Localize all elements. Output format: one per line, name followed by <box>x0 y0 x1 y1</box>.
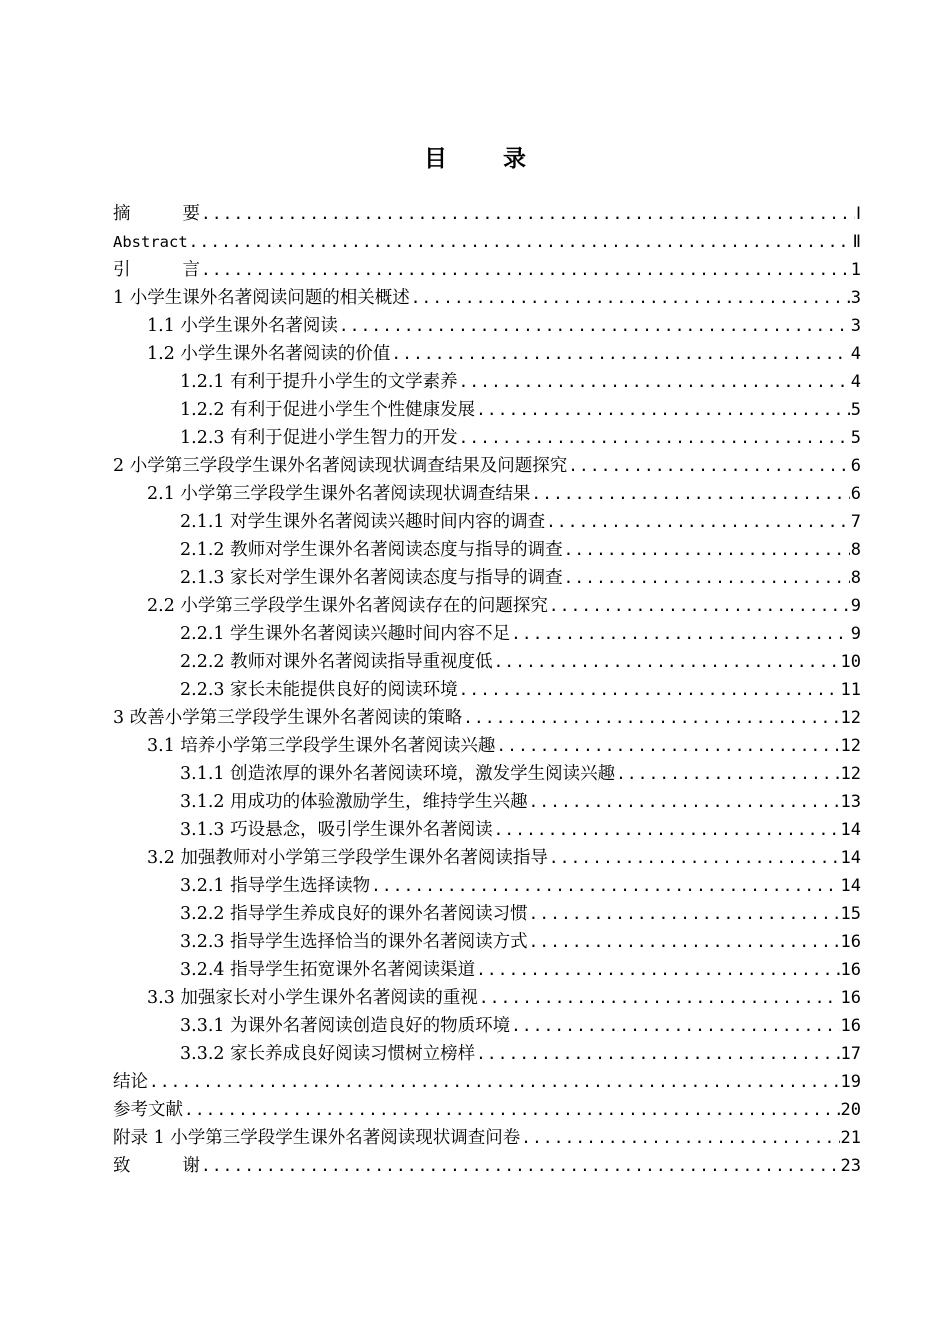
toc-entry-section-2-1[interactable] <box>113 480 861 508</box>
toc-leader-dots <box>616 760 839 788</box>
toc-entry-label: 3.1.1 创造浓厚的课外名著阅读环境，激发学生阅读兴趣 <box>180 764 616 784</box>
toc-entry-label: 附录 1 小学第三学段学生课外名著阅读现状调查问卷 <box>113 1128 521 1148</box>
toc-entry-abstract-cn[interactable] <box>113 200 861 228</box>
toc-leader-dots <box>511 620 850 648</box>
toc-page-number: 10 <box>840 652 861 672</box>
toc-leader-dots <box>371 872 839 900</box>
toc-entry-label: 摘 要 <box>113 204 200 224</box>
toc-leader-dots <box>494 648 840 676</box>
toc-entry-abstract-en[interactable] <box>113 228 861 256</box>
toc-entry-introduction[interactable] <box>113 256 861 284</box>
toc-entry-section-1-2-1[interactable] <box>113 368 861 396</box>
toc-entry-section-2-2[interactable] <box>113 592 861 620</box>
toc-entry-section-2-2-3[interactable] <box>113 676 861 704</box>
toc-entry-label: 2.1.1 对学生课外名著阅读兴趣时间内容的调查 <box>180 512 546 532</box>
toc-leader-dots <box>529 900 840 928</box>
toc-entry-section-3-2-3[interactable] <box>113 928 861 956</box>
toc-page-number: 14 <box>840 848 861 868</box>
toc-leader-dots <box>529 788 840 816</box>
toc-entry-chapter-2[interactable] <box>113 452 861 480</box>
toc-leader-dots <box>459 676 840 704</box>
toc-leader-dots <box>568 452 850 480</box>
toc-entry-label: 2.1 小学第三学段学生课外名著阅读现状调查结果 <box>147 484 531 504</box>
toc-leader-dots <box>201 200 855 228</box>
toc-leader-dots <box>201 1152 840 1180</box>
toc-leader-dots <box>476 1040 839 1068</box>
toc-page-number: 9 <box>850 596 861 616</box>
toc-page-number: 20 <box>840 1100 861 1120</box>
toc-entry-label: 3.2 加强教师对小学第三学段学生课外名著阅读指导 <box>147 848 548 868</box>
toc-entry-label: Abstract <box>113 233 188 251</box>
toc-entry-section-3-2-2[interactable] <box>113 900 861 928</box>
toc-entry-section-1-2-3[interactable] <box>113 424 861 452</box>
toc-entry-label: 2.2.2 教师对课外名著阅读指导重视度低 <box>180 652 493 672</box>
toc-entry-label: 2 小学第三学段学生课外名著阅读现状调查结果及问题探究 <box>113 456 568 476</box>
toc-page-number: 5 <box>850 428 861 448</box>
toc-entry-section-3-1-2[interactable] <box>113 788 861 816</box>
toc-page-number: Ⅰ <box>855 204 861 224</box>
toc-page-number: 9 <box>850 624 861 644</box>
toc-leader-dots <box>496 732 839 760</box>
toc-page-number: 8 <box>850 540 861 560</box>
toc-entry-section-2-1-1[interactable] <box>113 508 861 536</box>
toc-entry-label: 3 改善小学第三学段学生课外名著阅读的策略 <box>113 708 463 728</box>
toc-leader-dots <box>463 704 839 732</box>
toc-leader-dots <box>476 396 850 424</box>
toc-entry-label: 3.3 加强家长对小学生课外名著阅读的重视 <box>147 988 478 1008</box>
toc-entry-section-3-3[interactable] <box>113 984 861 1012</box>
toc-page-number: 12 <box>840 736 861 756</box>
toc-entry-label: 3.3.2 家长养成良好阅读习惯树立榜样 <box>180 1044 476 1064</box>
toc-page-number: 14 <box>840 820 861 840</box>
toc-entry-section-3-1-1[interactable] <box>113 760 861 788</box>
toc-leader-dots <box>564 536 850 564</box>
toc-entry-label: 致 谢 <box>113 1156 200 1176</box>
toc-leader-dots <box>184 1096 840 1124</box>
toc-page-number: 7 <box>850 512 861 532</box>
toc-entry-label: 2.2.3 家长未能提供良好的阅读环境 <box>180 680 458 700</box>
toc-entry-label: 2.1.3 家长对学生课外名著阅读态度与指导的调查 <box>180 568 563 588</box>
toc-page-number: 1 <box>850 260 861 280</box>
toc-entry-label: 3.2.1 指导学生选择读物 <box>180 876 371 896</box>
toc-entry-label: 1 小学生课外名著阅读问题的相关概述 <box>113 288 410 308</box>
toc-page-number: 5 <box>850 400 861 420</box>
toc-title: 目 录 <box>423 146 550 172</box>
toc-leader-dots <box>521 1124 839 1152</box>
toc-entry-label: 2.2 小学第三学段学生课外名著阅读存在的问题探究 <box>147 596 548 616</box>
toc-page-number: 15 <box>840 904 861 924</box>
toc-leader-dots <box>391 340 849 368</box>
toc-leader-dots <box>494 816 840 844</box>
toc-entry-section-2-1-3[interactable] <box>113 564 861 592</box>
toc-page-number: 16 <box>840 960 861 980</box>
toc-leader-dots <box>201 256 850 284</box>
toc-entry-label: 2.1.2 教师对学生课外名著阅读态度与指导的调查 <box>180 540 563 560</box>
table-of-contents <box>113 200 861 1180</box>
toc-entry-label: 1.1 小学生课外名著阅读 <box>147 316 338 336</box>
toc-entry-label: 3.2.2 指导学生养成良好的课外名著阅读习惯 <box>180 904 528 924</box>
toc-entry-label: 1.2.1 有利于提升小学生的文学素养 <box>180 372 458 392</box>
toc-page-number: 4 <box>850 372 861 392</box>
toc-page-number: 23 <box>840 1156 861 1176</box>
toc-entry-section-3-1[interactable] <box>113 732 861 760</box>
toc-entry-label: 2.2.1 学生课外名著阅读兴趣时间内容不足 <box>180 624 511 644</box>
toc-leader-dots <box>511 1012 839 1040</box>
toc-leader-dots <box>546 508 850 536</box>
toc-page-number: 16 <box>840 932 861 952</box>
toc-leader-dots <box>549 592 850 620</box>
toc-entry-label: 参考文献 <box>113 1100 183 1120</box>
toc-leader-dots <box>339 312 850 340</box>
toc-page-number: 17 <box>840 1044 861 1064</box>
toc-page-number: 6 <box>850 456 861 476</box>
toc-entry-section-3-2[interactable] <box>113 844 861 872</box>
toc-page-number: Ⅱ <box>852 232 861 252</box>
toc-entry-section-1-1[interactable] <box>113 312 861 340</box>
toc-leader-dots <box>459 424 850 452</box>
toc-leader-dots <box>411 284 850 312</box>
toc-entry-label: 结论 <box>113 1072 148 1092</box>
toc-leader-dots <box>149 1068 840 1096</box>
toc-entry-chapter-1[interactable] <box>113 284 861 312</box>
toc-leader-dots <box>476 956 839 984</box>
toc-page-number: 19 <box>840 1072 861 1092</box>
toc-page-number: 4 <box>850 344 861 364</box>
toc-entry-section-3-2-4[interactable] <box>113 956 861 984</box>
toc-leader-dots <box>564 564 850 592</box>
toc-entry-label: 3.1.3 巧设悬念，吸引学生课外名著阅读 <box>180 820 493 840</box>
toc-page-number: 8 <box>850 568 861 588</box>
toc-entry-label: 3.2.3 指导学生选择恰当的课外名著阅读方式 <box>180 932 528 952</box>
toc-entry-label: 引 言 <box>113 260 200 280</box>
toc-leader-dots <box>549 844 840 872</box>
toc-entry-section-3-2-1[interactable] <box>113 872 861 900</box>
toc-entry-references[interactable] <box>113 1096 861 1124</box>
toc-entry-label: 1.2 小学生课外名著阅读的价值 <box>147 344 391 364</box>
toc-page-number: 12 <box>840 764 861 784</box>
toc-page-number: 3 <box>850 288 861 308</box>
toc-page-number: 3 <box>850 316 861 336</box>
toc-entry-section-2-2-2[interactable] <box>113 648 861 676</box>
toc-leader-dots <box>531 480 849 508</box>
toc-leader-dots <box>529 928 840 956</box>
toc-entry-section-3-3-2[interactable] <box>113 1040 861 1068</box>
toc-entry-section-2-1-2[interactable] <box>113 536 861 564</box>
toc-entry-section-2-2-1[interactable] <box>113 620 861 648</box>
toc-leader-dots <box>479 984 840 1012</box>
toc-entry-label: 1.2.3 有利于促进小学生智力的开发 <box>180 428 458 448</box>
toc-leader-dots <box>189 228 852 256</box>
toc-page-number: 11 <box>840 680 861 700</box>
toc-page-number: 14 <box>840 876 861 896</box>
toc-entry-chapter-3[interactable] <box>113 704 861 732</box>
toc-page-number: 6 <box>850 484 861 504</box>
toc-entry-label: 3.1 培养小学第三学段学生课外名著阅读兴趣 <box>147 736 496 756</box>
toc-entry-section-3-3-1[interactable] <box>113 1012 861 1040</box>
toc-page-number: 13 <box>840 792 861 812</box>
toc-entry-appendix-1[interactable] <box>113 1124 861 1152</box>
toc-entry-conclusion[interactable] <box>113 1068 861 1096</box>
toc-entry-acknowledgements[interactable] <box>113 1152 861 1180</box>
toc-entry-label: 1.2.2 有利于促进小学生个性健康发展 <box>180 400 476 420</box>
toc-entry-label: 3.1.2 用成功的体验激励学生，维持学生兴趣 <box>180 792 528 812</box>
toc-entry-section-1-2[interactable] <box>113 340 861 368</box>
toc-entry-section-3-1-3[interactable] <box>113 816 861 844</box>
toc-entry-label: 3.3.1 为课外名著阅读创造良好的物质环境 <box>180 1016 511 1036</box>
toc-entry-label: 3.2.4 指导学生拓宽课外名著阅读渠道 <box>180 960 476 980</box>
toc-entry-section-1-2-2[interactable] <box>113 396 861 424</box>
toc-page-number: 21 <box>840 1128 861 1148</box>
toc-page-number: 16 <box>840 988 861 1008</box>
toc-page-number: 16 <box>840 1016 861 1036</box>
toc-page-number: 12 <box>840 708 861 728</box>
toc-leader-dots <box>459 368 850 396</box>
